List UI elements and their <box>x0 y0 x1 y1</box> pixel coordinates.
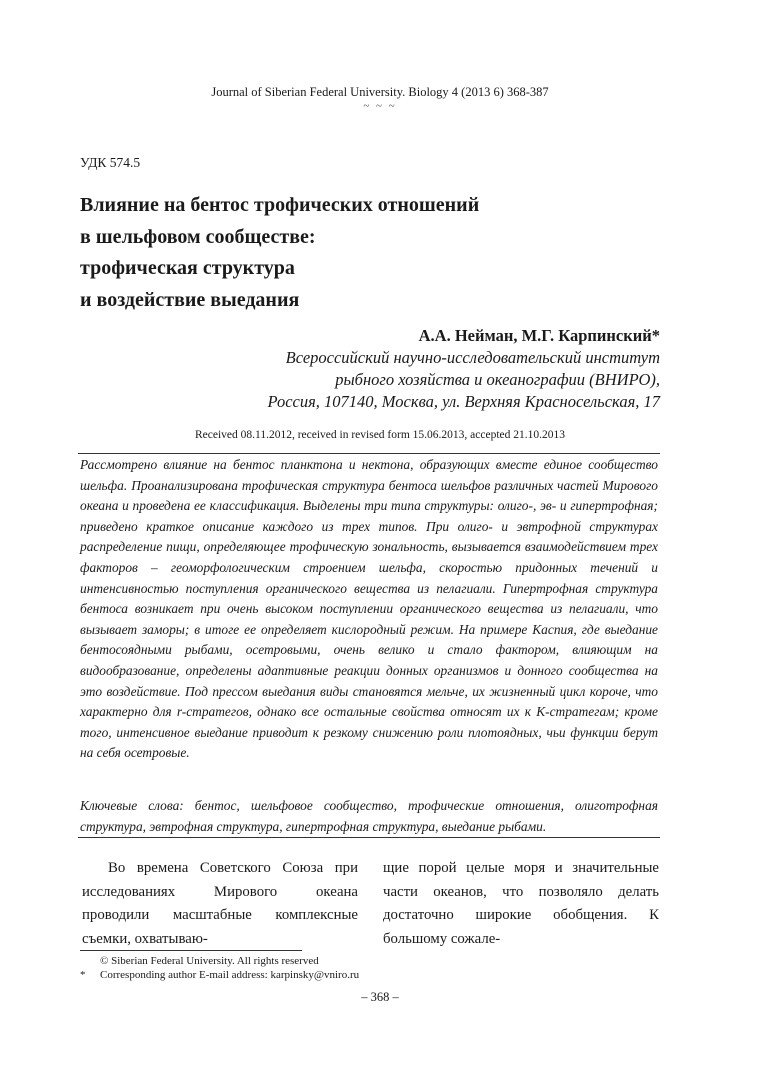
footnote-rule <box>80 950 302 951</box>
affiliation-line: рыбного хозяйства и океанографии (ВНИРО), <box>335 370 660 389</box>
footnote-text: © Siberian Federal University. All rights reserved <box>100 955 319 967</box>
title-line: Влияние на бентос трофических отношений <box>80 194 480 216</box>
affiliation-line: Россия, 107140, Москва, ул. Верхняя Красносельская, 17 <box>267 392 660 411</box>
page-number: – 368 – <box>361 990 399 1004</box>
footnote-copyright <box>80 954 359 968</box>
journal-header: Journal of Siberian Federal University. Biology 4 (2013 6) 368-387 <box>211 85 549 99</box>
received-dates: Received 08.11.2012, received in revised form 15.06.2013, accepted 21.10.2013 <box>194 429 566 441</box>
keywords: Ключевые слова: бентос, шельфовое сообщество, трофические отношения, олиготрофная структура, эвтрофная структура, гипертрофная структура, выедание рыбами. <box>80 798 658 834</box>
footnotes <box>80 954 359 982</box>
body-column-left: Во времена Советского Союза при исследованиях Мирового океана проводили масштабные комплексные съемки, охватываю- <box>82 860 358 947</box>
title-line: и воздействие выедания <box>80 288 300 311</box>
footnote-corresponding <box>80 968 359 982</box>
keywords-bottom-rule <box>78 837 660 838</box>
footnote-mark: * <box>80 969 86 981</box>
udc-code: УДК 574.5 <box>80 155 141 170</box>
footnote-text: Corresponding author E-mail address: karpinsky@vniro.ru <box>100 969 360 981</box>
abstract-top-rule <box>78 453 660 454</box>
authors: А.А. Нейман, М.Г. Карпинский* <box>418 326 660 345</box>
title-line: в шельфовом сообществе: <box>80 225 316 248</box>
body-column-right: щие порой целые моря и значительные части океанов, что позволяло делать достаточно широкие обобщения. К большому сожале- <box>383 860 659 947</box>
abstract: Рассмотрено влияние на бентос планктона и нектона, образующих вместе единое сообщество шельфа. Проанализирована трофическая структура бентоса шельфов различных частей Мирового океана и проведена ее классификация. Выделены три типа структуры: олиго-, эв- и гипертрофная; приведено краткое описание каждого из трех типов. При олиго- и эвтрофной структурах распределение пищи, определяющее трофическую зональность, вызывается взаимодействием трех факторов – геоморфологическим строением шельфа, скоростью придонных течений и интенсивностью поступления органического вещества из пелагиали. Гипертрофная структура бентоса возникает при очень высоком поступлении органического вещества из пелагиали, что вызывает заморы; в итоге ее определяет кислородный режим. На примере Каспия, где выедание бентосоядными рыбами, осетровыми, очень велико и стало фактором, влияющим на видообразование, определены адаптивные реакции донных организмов и донного сообщества на это воздействие. Под прессом выедания виды становятся мельче, их жизненный цикл короче, что характерно для r-стратегов, однако все остальные свойства относят их к K-стратегам; кроме того, интенсивное выедание приводит к резкому снижению роли плотоядных, чьи функции берут на себя осетровые. <box>80 457 658 761</box>
affiliation <box>267 347 660 413</box>
article-title <box>80 190 479 316</box>
header-ornament: ~ ~ ~ <box>363 100 397 112</box>
title-line: трофическая структура <box>80 257 295 279</box>
affiliation-line: Всероссийский научно-исследовательский институт <box>285 348 660 367</box>
